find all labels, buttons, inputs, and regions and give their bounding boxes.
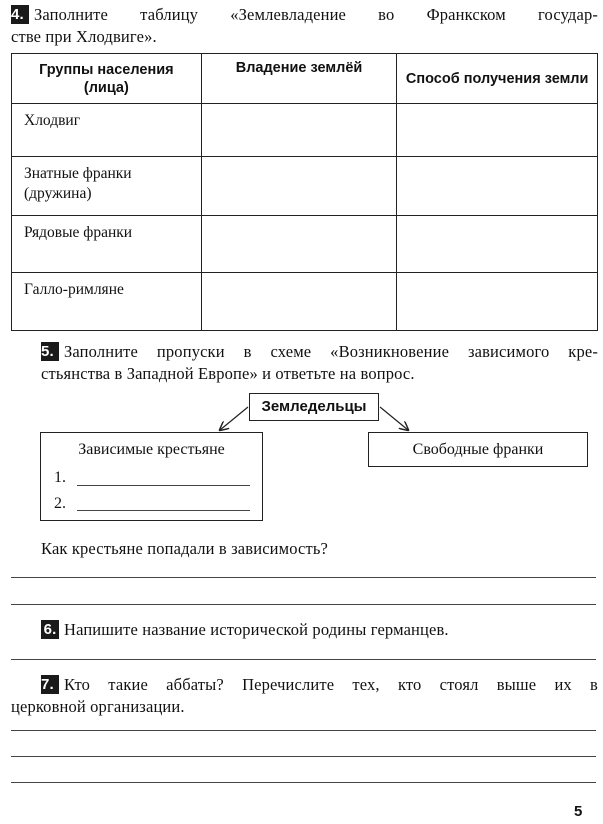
- task5-line2: стьянства в Западной Европе» и ответьте на вопрос.: [41, 364, 415, 383]
- answer-line[interactable]: [11, 577, 596, 578]
- task6-number: 6.: [41, 620, 59, 639]
- table-row: [12, 157, 598, 216]
- answer-cell[interactable]: [397, 104, 598, 157]
- row-label: Рядовые франки: [12, 216, 202, 273]
- answer-cell[interactable]: [201, 273, 397, 331]
- task7-number: 7.: [41, 675, 59, 694]
- land-table: [11, 53, 598, 331]
- answer-cell[interactable]: [397, 273, 598, 331]
- task4-line1: 4. Заполните таблицу «Землевладение во Франкском государ-: [11, 5, 598, 24]
- task4-number: 4.: [11, 5, 29, 24]
- table-row: [12, 216, 598, 273]
- answer-cell[interactable]: [201, 216, 397, 273]
- answer-line[interactable]: [11, 756, 596, 757]
- task4-line2: стве при Хлодвиге».: [11, 27, 157, 46]
- arrow-left: [220, 407, 248, 430]
- task5-question: Как крестьяне попадали в зависимость?: [41, 539, 329, 558]
- answer-cell[interactable]: [201, 104, 397, 157]
- task4-prompt: [11, 4, 598, 48]
- answer-cell[interactable]: [397, 157, 598, 216]
- answer-line[interactable]: [11, 782, 596, 783]
- diagram-item2-label: 2.: [54, 495, 66, 512]
- diagram-item1-label: 1.: [54, 469, 66, 486]
- answer-line[interactable]: [11, 604, 596, 605]
- row-label: Знатные франки (дружина): [12, 157, 202, 216]
- row-label: Хлодвиг: [12, 104, 202, 157]
- row-label: Галло-римляне: [12, 273, 202, 331]
- arrow-right: [380, 407, 408, 430]
- task5-line1: 5. Заполните пропуски в схеме «Возникновение зависимого кре-: [41, 342, 598, 361]
- diagram-item1-line[interactable]: [77, 485, 250, 486]
- task5-number: 5.: [41, 342, 59, 361]
- header-acquisition: Способ получения земли: [397, 54, 598, 104]
- diagram-left-title: Зависимые крестьяне: [78, 441, 225, 458]
- task7-line2: церковной организации.: [11, 697, 185, 716]
- answer-line[interactable]: [11, 659, 596, 660]
- header-groups: Группы населения (лица): [12, 54, 202, 104]
- diagram-left-box: [40, 432, 263, 521]
- task7-prompt: [11, 674, 598, 718]
- answer-cell[interactable]: [201, 157, 397, 216]
- table-row: [12, 273, 598, 331]
- diagram-item2-line[interactable]: [77, 510, 250, 511]
- diagram-root: Земледельцы: [249, 393, 379, 421]
- header-land-ownership: Владение землёй: [201, 54, 397, 104]
- answer-cell[interactable]: [397, 216, 598, 273]
- diagram-right-box: Свободные франки: [368, 432, 588, 467]
- table-header-row: [12, 54, 598, 104]
- task7-line1: 7. Кто такие аббаты? Перечислите тех, кто стоял выше их в: [41, 675, 598, 694]
- task5-prompt: [41, 341, 598, 385]
- answer-line[interactable]: [11, 730, 596, 731]
- task6-prompt: 6. Напишите название исторической родины германцев.: [41, 619, 449, 641]
- page-number: 5: [574, 803, 583, 820]
- table-row: [12, 104, 598, 157]
